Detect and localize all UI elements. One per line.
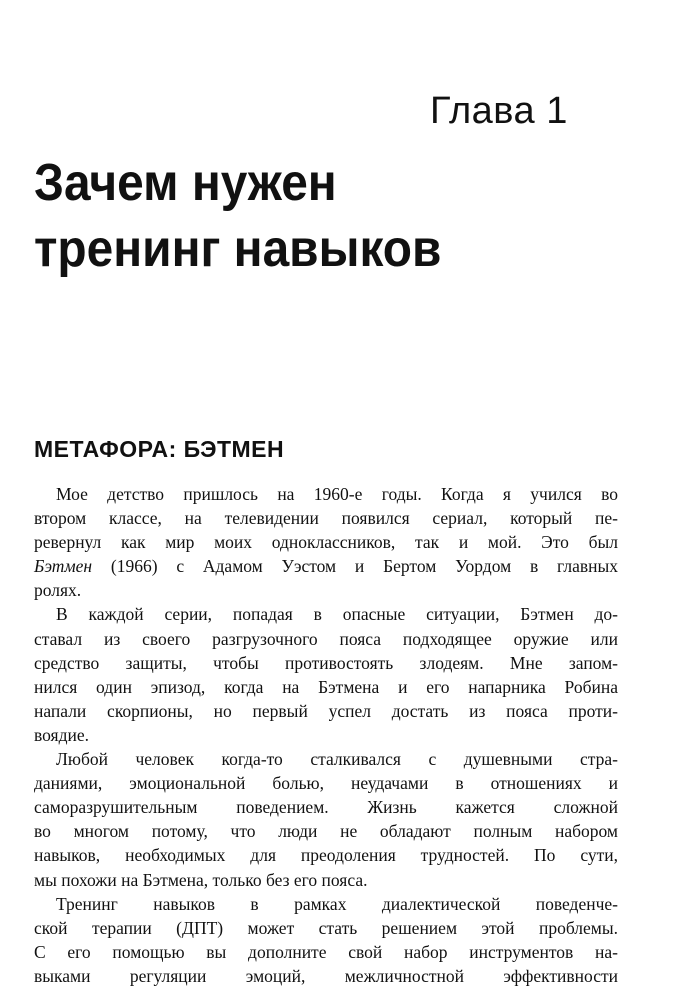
section-heading: МЕТАФОРА: БЭТМЕН: [34, 436, 285, 462]
text-line: воядие.: [34, 724, 90, 745]
paragraph: [34, 747, 618, 892]
text-line: Тренинг навыков в рамках диалектической поведенче-: [56, 893, 618, 914]
body-text: [34, 482, 618, 988]
chapter-title-line: Зачем нужен: [34, 154, 337, 212]
text-line: навыков, необходимых для преодоления трудностей. По сути,: [34, 845, 618, 866]
text-line: саморазрушительным поведением. Жизнь кажется сложной: [34, 797, 618, 818]
text-line: ской терапии (ДПТ) может стать решением этой проблемы.: [34, 917, 618, 938]
text-line: ставал из своего разгрузочного пояса подходящее оружие или: [34, 628, 618, 649]
text-line: ролях.: [34, 580, 82, 601]
text-line: средство защиты, чтобы противостоять злодеям. Мне запом-: [34, 652, 618, 673]
paragraph: [34, 892, 618, 988]
paragraph: [34, 482, 618, 602]
chapter-title: [34, 150, 604, 282]
text-line: Мое детство пришлось на 1960-е годы. Когда я учился во: [56, 484, 618, 504]
chapter-title-line: тренинг навыков: [34, 220, 442, 278]
text-line: во многом потому, что люди не обладают полным набором: [34, 821, 618, 842]
text-line: В каждой серии, попадая в опасные ситуации, Бэтмен до-: [56, 604, 618, 625]
text-line: даниями, эмоциональной болью, неудачами в отношениях и: [34, 773, 618, 794]
text-line: втором классе, на телевидении появился сериал, который пе-: [34, 508, 618, 529]
text-line: [34, 554, 618, 578]
text-line: Любой человек когда-то сталкивался с душевными стра-: [56, 749, 618, 770]
text-line-rest: (1966) с Адамом Уэстом и Бертом Уордом в главных: [92, 556, 618, 577]
film-title: Бэтмен: [34, 556, 93, 577]
text-line: нился один эпизод, когда на Бэтмена и его напарника Робина: [34, 676, 618, 697]
paragraph: [34, 602, 618, 747]
text-line: С его помощью вы дополните свой набор инструментов на-: [34, 941, 618, 962]
text-line: выками регуляции эмоций, межличностной эффективности: [34, 965, 618, 986]
text-line: напали скорпионы, но первый успел достать из пояса проти-: [34, 700, 618, 721]
text-line: мы похожи на Бэтмена, только без его пояса.: [34, 869, 368, 890]
text-line: ревернул как мир моих одноклассников, так и мой. Это был: [34, 532, 618, 553]
chapter-label: Глава 1: [430, 90, 568, 132]
